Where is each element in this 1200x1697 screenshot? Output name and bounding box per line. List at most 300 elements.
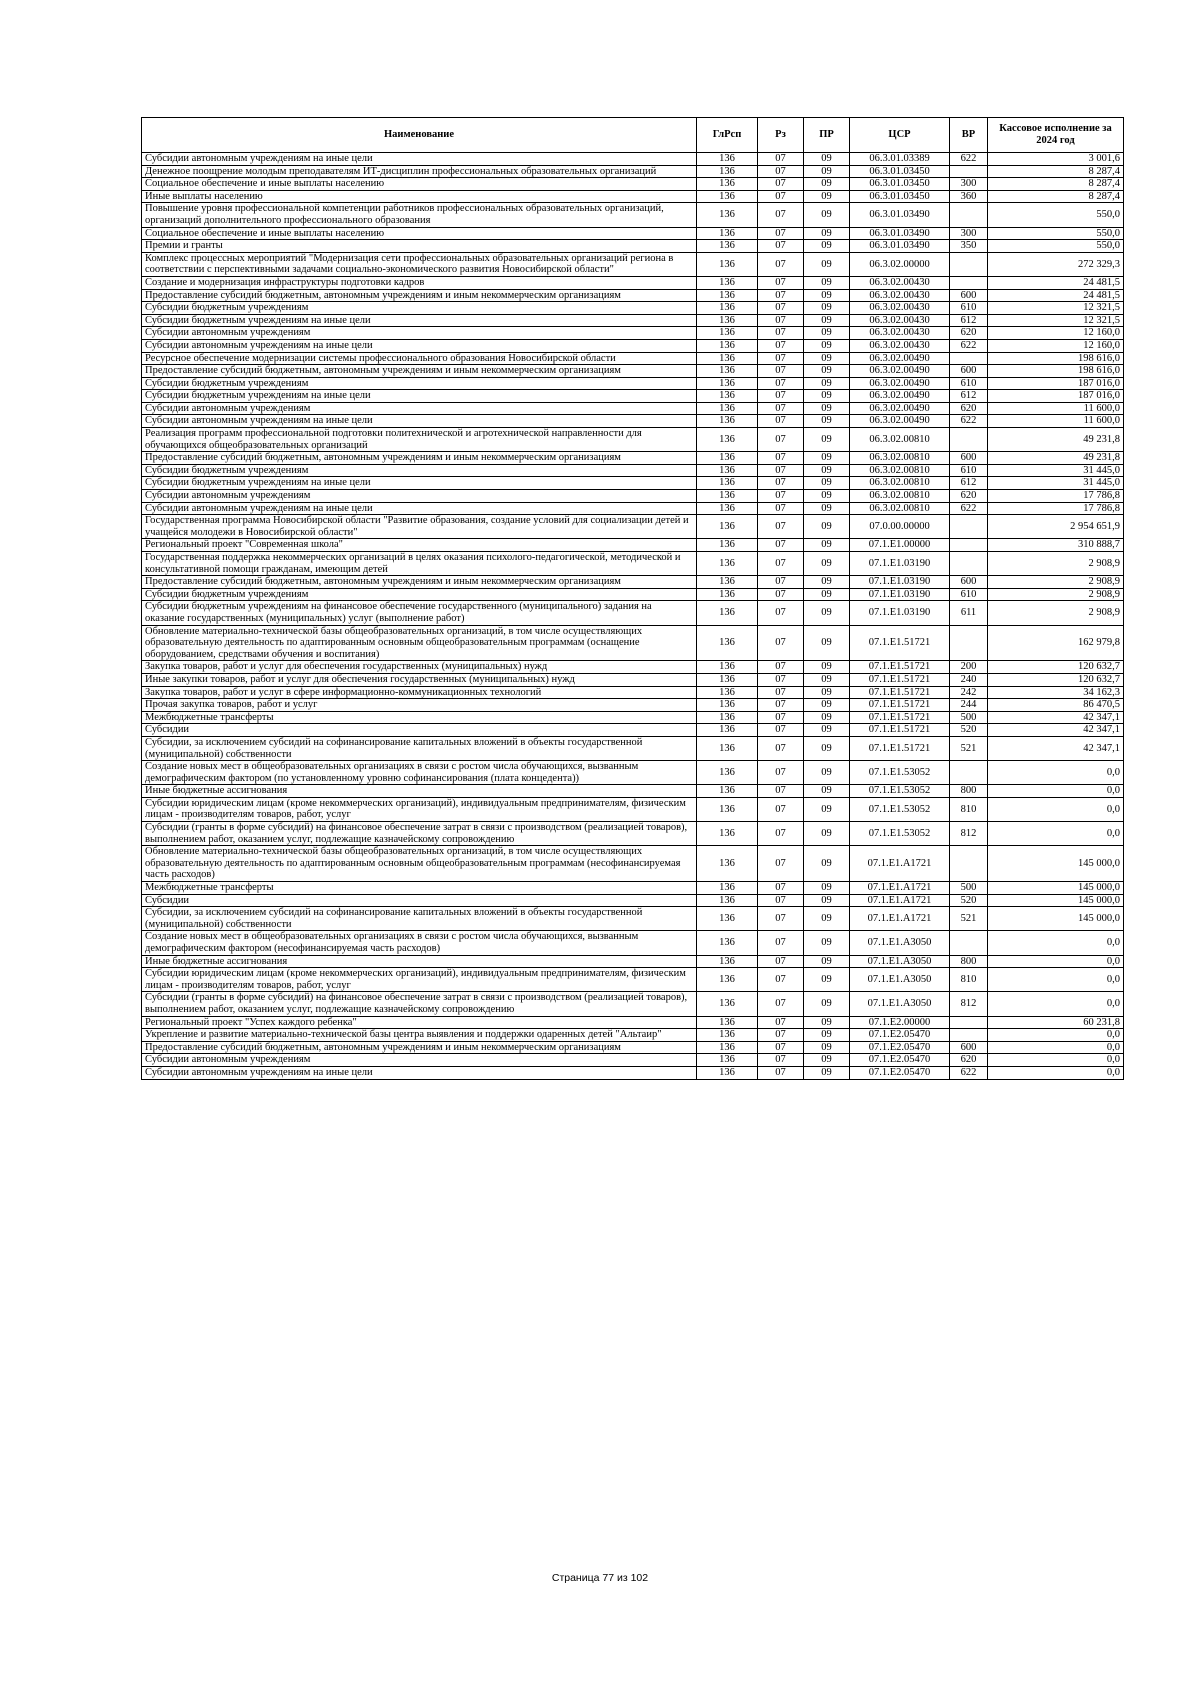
- table-row: [142, 227, 1124, 240]
- row-vr: 500: [950, 711, 988, 724]
- row-glrsp: 136: [697, 302, 758, 315]
- row-pr: 09: [804, 289, 850, 302]
- row-vr: [950, 276, 988, 289]
- row-pr: 09: [804, 377, 850, 390]
- row-glrsp: 136: [697, 552, 758, 576]
- row-pr: 09: [804, 276, 850, 289]
- row-amount: 145 000,0: [988, 894, 1124, 907]
- table-row: [142, 153, 1124, 166]
- row-vr: 610: [950, 464, 988, 477]
- row-rz: 07: [758, 882, 804, 895]
- row-vr: 242: [950, 686, 988, 699]
- row-pr: 09: [804, 1016, 850, 1029]
- row-pr: 09: [804, 539, 850, 552]
- row-pr: 09: [804, 515, 850, 539]
- row-amount: 187 016,0: [988, 390, 1124, 403]
- row-name: Межбюджетные трансферты: [142, 882, 697, 895]
- row-csr: 07.0.00.00000: [850, 515, 950, 539]
- table-row: [142, 1041, 1124, 1054]
- table-row: [142, 552, 1124, 576]
- row-vr: 244: [950, 699, 988, 712]
- row-name: Субсидии бюджетным учреждениям на иные цели: [142, 390, 697, 403]
- row-name: Субсидии автономным учреждениям: [142, 490, 697, 503]
- row-glrsp: 136: [697, 797, 758, 821]
- table-row: [142, 797, 1124, 821]
- table-row: [142, 190, 1124, 203]
- row-name: Субсидии, за исключением субсидий на софинансирование капитальных вложений в объекты государственной (муниципальной) собственности: [142, 907, 697, 931]
- row-rz: 07: [758, 907, 804, 931]
- row-name: Субсидии автономным учреждениям на иные цели: [142, 415, 697, 428]
- row-name: Обновление материально-технической базы общеобразовательных организаций, в том числе осуществляющих образовательную деятельность по адаптированным основным общеобразовательным программам (несофинансируемая часть расходов): [142, 846, 697, 882]
- table-row: [142, 711, 1124, 724]
- row-csr: 07.1.E1.03190: [850, 552, 950, 576]
- row-amount: 24 481,5: [988, 276, 1124, 289]
- row-glrsp: 136: [697, 724, 758, 737]
- row-name: Субсидии бюджетным учреждениям: [142, 464, 697, 477]
- table-row: [142, 724, 1124, 737]
- row-glrsp: 136: [697, 289, 758, 302]
- table-row: [142, 428, 1124, 452]
- row-pr: 09: [804, 1041, 850, 1054]
- row-vr: 620: [950, 327, 988, 340]
- row-glrsp: 136: [697, 736, 758, 760]
- table-row: [142, 931, 1124, 955]
- row-csr: 06.3.02.00810: [850, 477, 950, 490]
- row-pr: 09: [804, 761, 850, 785]
- table-row: [142, 699, 1124, 712]
- row-rz: 07: [758, 428, 804, 452]
- row-csr: 07.1.E1.A3050: [850, 992, 950, 1016]
- header-vr: ВР: [950, 118, 988, 153]
- row-vr: 300: [950, 178, 988, 191]
- table-row: [142, 576, 1124, 589]
- row-rz: 07: [758, 415, 804, 428]
- row-amount: 2 908,9: [988, 552, 1124, 576]
- row-csr: 06.3.01.03450: [850, 178, 950, 191]
- table-row: [142, 761, 1124, 785]
- row-csr: 06.3.02.00430: [850, 314, 950, 327]
- row-amount: 42 347,1: [988, 724, 1124, 737]
- row-vr: [950, 761, 988, 785]
- budget-execution-table: [141, 117, 1124, 1080]
- row-name: Субсидии бюджетным учреждениям: [142, 377, 697, 390]
- row-amount: 31 445,0: [988, 464, 1124, 477]
- row-glrsp: 136: [697, 477, 758, 490]
- table-row: [142, 352, 1124, 365]
- row-glrsp: 136: [697, 165, 758, 178]
- row-glrsp: 136: [697, 882, 758, 895]
- row-vr: 800: [950, 785, 988, 798]
- row-amount: 0,0: [988, 822, 1124, 846]
- row-glrsp: 136: [697, 1066, 758, 1079]
- row-amount: 550,0: [988, 227, 1124, 240]
- row-pr: 09: [804, 452, 850, 465]
- row-pr: 09: [804, 365, 850, 378]
- row-csr: 07.1.E1.53052: [850, 822, 950, 846]
- row-name: Создание и модернизация инфраструктуры подготовки кадров: [142, 276, 697, 289]
- row-csr: 07.1.E1.51721: [850, 724, 950, 737]
- row-rz: 07: [758, 955, 804, 968]
- row-name: Предоставление субсидий бюджетным, автономным учреждениям и иным некоммерческим организациям: [142, 1041, 697, 1054]
- row-pr: 09: [804, 699, 850, 712]
- table-row: [142, 673, 1124, 686]
- row-rz: 07: [758, 490, 804, 503]
- row-vr: 611: [950, 601, 988, 625]
- row-pr: 09: [804, 711, 850, 724]
- row-csr: 06.3.02.00490: [850, 365, 950, 378]
- row-amount: 11 600,0: [988, 415, 1124, 428]
- row-glrsp: 136: [697, 402, 758, 415]
- row-vr: [950, 165, 988, 178]
- row-amount: 42 347,1: [988, 711, 1124, 724]
- row-glrsp: 136: [697, 190, 758, 203]
- row-amount: 17 786,8: [988, 490, 1124, 503]
- row-amount: 8 287,4: [988, 165, 1124, 178]
- row-glrsp: 136: [697, 894, 758, 907]
- table-row: [142, 452, 1124, 465]
- row-amount: 12 160,0: [988, 339, 1124, 352]
- row-pr: 09: [804, 576, 850, 589]
- row-vr: [950, 252, 988, 276]
- row-name: Субсидии бюджетным учреждениям: [142, 588, 697, 601]
- row-vr: 521: [950, 907, 988, 931]
- row-csr: 07.1.E1.51721: [850, 699, 950, 712]
- row-name: Субсидии бюджетным учреждениям на финансовое обеспечение государственного (муниципального) задания на оказание государственных (муниципальных) услуг (выполнение работ): [142, 601, 697, 625]
- row-pr: 09: [804, 203, 850, 227]
- of-label: из: [616, 1572, 628, 1584]
- table-row: [142, 464, 1124, 477]
- row-glrsp: 136: [697, 699, 758, 712]
- row-rz: 07: [758, 377, 804, 390]
- row-rz: 07: [758, 1066, 804, 1079]
- row-rz: 07: [758, 302, 804, 315]
- row-vr: 610: [950, 377, 988, 390]
- row-rz: 07: [758, 515, 804, 539]
- row-csr: 06.3.02.00810: [850, 452, 950, 465]
- row-name: Межбюджетные трансферты: [142, 711, 697, 724]
- row-pr: 09: [804, 390, 850, 403]
- row-vr: [950, 625, 988, 661]
- row-glrsp: 136: [697, 428, 758, 452]
- row-rz: 07: [758, 352, 804, 365]
- row-vr: 812: [950, 992, 988, 1016]
- row-vr: 610: [950, 302, 988, 315]
- row-pr: 09: [804, 502, 850, 515]
- row-vr: 622: [950, 339, 988, 352]
- row-name: Предоставление субсидий бюджетным, автономным учреждениям и иным некоммерческим организациям: [142, 289, 697, 302]
- row-vr: 810: [950, 968, 988, 992]
- row-amount: 49 231,8: [988, 452, 1124, 465]
- row-rz: 07: [758, 1016, 804, 1029]
- row-vr: 610: [950, 588, 988, 601]
- row-pr: 09: [804, 178, 850, 191]
- row-vr: [950, 203, 988, 227]
- row-csr: 07.1.E1.51721: [850, 673, 950, 686]
- row-vr: 520: [950, 724, 988, 737]
- row-rz: 07: [758, 797, 804, 821]
- row-glrsp: 136: [697, 1041, 758, 1054]
- row-name: Субсидии автономным учреждениям на иные цели: [142, 153, 697, 166]
- row-csr: 07.1.E1.A1721: [850, 894, 950, 907]
- row-amount: 0,0: [988, 785, 1124, 798]
- row-csr: 06.3.02.00490: [850, 415, 950, 428]
- table-row: [142, 968, 1124, 992]
- row-glrsp: 136: [697, 661, 758, 674]
- table-row: [142, 390, 1124, 403]
- row-amount: 0,0: [988, 797, 1124, 821]
- table-row: [142, 203, 1124, 227]
- row-vr: 800: [950, 955, 988, 968]
- row-csr: 06.3.02.00000: [850, 252, 950, 276]
- row-amount: 162 979,8: [988, 625, 1124, 661]
- row-name: Реализация программ профессиональной подготовки политехнической и агротехнической направленности для обучающихся общеобразовательных организаций: [142, 428, 697, 452]
- row-rz: 07: [758, 552, 804, 576]
- table-row: [142, 539, 1124, 552]
- table-row: [142, 1029, 1124, 1042]
- row-amount: 49 231,8: [988, 428, 1124, 452]
- table-row: [142, 365, 1124, 378]
- table-row: [142, 822, 1124, 846]
- row-csr: 07.1.E2.05470: [850, 1066, 950, 1079]
- table-row: [142, 1016, 1124, 1029]
- row-vr: [950, 552, 988, 576]
- row-rz: 07: [758, 931, 804, 955]
- row-name: Субсидии юридическим лицам (кроме некоммерческих организаций), индивидуальным предпринимателям, физическим лицам - производителям товаров, работ, услуг: [142, 797, 697, 821]
- row-glrsp: 136: [697, 339, 758, 352]
- row-amount: 0,0: [988, 1066, 1124, 1079]
- table-row: [142, 661, 1124, 674]
- row-pr: 09: [804, 1066, 850, 1079]
- table-row: [142, 894, 1124, 907]
- table-row: [142, 402, 1124, 415]
- row-rz: 07: [758, 252, 804, 276]
- row-csr: 07.1.E1.51721: [850, 661, 950, 674]
- row-name: Субсидии автономным учреждениям на иные цели: [142, 1066, 697, 1079]
- row-pr: 09: [804, 477, 850, 490]
- table-row: [142, 165, 1124, 178]
- row-vr: 600: [950, 365, 988, 378]
- row-glrsp: 136: [697, 352, 758, 365]
- row-amount: 8 287,4: [988, 178, 1124, 191]
- row-vr: 612: [950, 390, 988, 403]
- row-glrsp: 136: [697, 625, 758, 661]
- row-name: Обновление материально-технической базы общеобразовательных организаций, в том числе осуществляющих образовательную деятельность по адаптированным основным общеобразовательным программам (оснащение оборудованием, средствами обучения и воспитания): [142, 625, 697, 661]
- row-name: Иные закупки товаров, работ и услуг для обеспечения государственных (муниципальных) нужд: [142, 673, 697, 686]
- header-name: Наименование: [142, 118, 697, 153]
- row-rz: 07: [758, 314, 804, 327]
- row-vr: 620: [950, 490, 988, 503]
- table-row: [142, 327, 1124, 340]
- row-glrsp: 136: [697, 515, 758, 539]
- row-csr: 07.1.E2.05470: [850, 1029, 950, 1042]
- row-amount: 120 632,7: [988, 673, 1124, 686]
- row-csr: 06.3.02.00810: [850, 490, 950, 503]
- row-csr: 06.3.01.03490: [850, 240, 950, 253]
- row-csr: 07.1.E2.05470: [850, 1041, 950, 1054]
- row-glrsp: 136: [697, 588, 758, 601]
- row-name: Субсидии автономным учреждениям на иные цели: [142, 339, 697, 352]
- table-row: [142, 415, 1124, 428]
- row-csr: 07.1.E1.00000: [850, 539, 950, 552]
- row-csr: 06.3.01.03490: [850, 227, 950, 240]
- row-rz: 07: [758, 165, 804, 178]
- row-name: Субсидии юридическим лицам (кроме некоммерческих организаций), индивидуальным предпринимателям, физическим лицам - производителям товаров, работ, услуг: [142, 968, 697, 992]
- row-rz: 07: [758, 477, 804, 490]
- row-rz: 07: [758, 822, 804, 846]
- row-pr: 09: [804, 327, 850, 340]
- row-name: Региональный проект "Успех каждого ребенка": [142, 1016, 697, 1029]
- row-csr: 07.1.E1.A3050: [850, 931, 950, 955]
- row-csr: 06.3.02.00810: [850, 464, 950, 477]
- row-pr: 09: [804, 165, 850, 178]
- row-csr: 06.3.02.00490: [850, 402, 950, 415]
- row-name: Субсидии автономным учреждениям: [142, 1054, 697, 1067]
- row-csr: 07.1.E1.03190: [850, 588, 950, 601]
- row-amount: 42 347,1: [988, 736, 1124, 760]
- row-name: Иные бюджетные ассигнования: [142, 785, 697, 798]
- row-glrsp: 136: [697, 931, 758, 955]
- row-pr: 09: [804, 352, 850, 365]
- row-rz: 07: [758, 686, 804, 699]
- row-amount: 86 470,5: [988, 699, 1124, 712]
- row-amount: 2 908,9: [988, 601, 1124, 625]
- row-glrsp: 136: [697, 968, 758, 992]
- row-amount: 0,0: [988, 761, 1124, 785]
- table-row: [142, 339, 1124, 352]
- row-name: Предоставление субсидий бюджетным, автономным учреждениям и иным некоммерческим организациям: [142, 452, 697, 465]
- row-name: Повышение уровня профессиональной компетенции работников профессиональных образовательных организаций, организаций дополнительного профессионального образования: [142, 203, 697, 227]
- row-rz: 07: [758, 724, 804, 737]
- row-rz: 07: [758, 240, 804, 253]
- row-csr: 06.3.01.03490: [850, 203, 950, 227]
- row-glrsp: 136: [697, 227, 758, 240]
- row-csr: 07.1.E1.53052: [850, 785, 950, 798]
- table-row: [142, 515, 1124, 539]
- row-rz: 07: [758, 1054, 804, 1067]
- row-pr: 09: [804, 907, 850, 931]
- row-amount: 12 321,5: [988, 314, 1124, 327]
- row-pr: 09: [804, 601, 850, 625]
- row-rz: 07: [758, 452, 804, 465]
- row-vr: 600: [950, 452, 988, 465]
- table-row: [142, 625, 1124, 661]
- row-amount: 34 162,3: [988, 686, 1124, 699]
- row-glrsp: 136: [697, 490, 758, 503]
- row-glrsp: 136: [697, 1054, 758, 1067]
- table-row: [142, 377, 1124, 390]
- row-name: Субсидии: [142, 894, 697, 907]
- row-pr: 09: [804, 227, 850, 240]
- header-rz: Рз: [758, 118, 804, 153]
- row-glrsp: 136: [697, 785, 758, 798]
- row-name: Прочая закупка товаров, работ и услуг: [142, 699, 697, 712]
- row-pr: 09: [804, 992, 850, 1016]
- row-amount: 17 786,8: [988, 502, 1124, 515]
- row-amount: 3 001,6: [988, 153, 1124, 166]
- row-pr: 09: [804, 252, 850, 276]
- table-row: [142, 907, 1124, 931]
- row-amount: 145 000,0: [988, 907, 1124, 931]
- row-rz: 07: [758, 390, 804, 403]
- row-amount: 0,0: [988, 1041, 1124, 1054]
- row-csr: 06.3.02.00430: [850, 327, 950, 340]
- row-vr: 240: [950, 673, 988, 686]
- row-vr: [950, 846, 988, 882]
- row-name: Субсидии, за исключением субсидий на софинансирование капитальных вложений в объекты государственной (муниципальной) собственности: [142, 736, 697, 760]
- table-row: [142, 1066, 1124, 1079]
- row-amount: 198 616,0: [988, 365, 1124, 378]
- table-row: [142, 1054, 1124, 1067]
- row-name: Субсидии бюджетным учреждениям: [142, 302, 697, 315]
- header-glrsp: ГлРсп: [697, 118, 758, 153]
- row-glrsp: 136: [697, 153, 758, 166]
- row-rz: 07: [758, 711, 804, 724]
- table-header: [142, 118, 1124, 153]
- row-name: Субсидии автономным учреждениям: [142, 327, 697, 340]
- row-pr: 09: [804, 490, 850, 503]
- row-csr: 06.3.02.00430: [850, 289, 950, 302]
- row-csr: 06.3.02.00810: [850, 502, 950, 515]
- row-pr: 09: [804, 402, 850, 415]
- table-row: [142, 302, 1124, 315]
- table-row: [142, 314, 1124, 327]
- table-row: [142, 992, 1124, 1016]
- row-rz: 07: [758, 661, 804, 674]
- table-row: [142, 588, 1124, 601]
- row-csr: 06.3.02.00490: [850, 390, 950, 403]
- row-amount: 0,0: [988, 1029, 1124, 1042]
- row-name: Государственная программа Новосибирской области "Развитие образования, создание условий для социализации детей и учащейся молодежи в Новосибирской области": [142, 515, 697, 539]
- row-csr: 07.1.E2.05470: [850, 1054, 950, 1067]
- row-name: Социальное обеспечение и иные выплаты населению: [142, 178, 697, 191]
- row-csr: 07.1.E1.53052: [850, 761, 950, 785]
- row-pr: 09: [804, 415, 850, 428]
- row-vr: 350: [950, 240, 988, 253]
- row-vr: 622: [950, 153, 988, 166]
- row-csr: 07.1.E1.51721: [850, 686, 950, 699]
- row-amount: 31 445,0: [988, 477, 1124, 490]
- row-rz: 07: [758, 276, 804, 289]
- row-vr: [950, 1029, 988, 1042]
- row-vr: [950, 931, 988, 955]
- row-rz: 07: [758, 846, 804, 882]
- row-name: Субсидии (гранты в форме субсидий) на финансовое обеспечение затрат в связи с производством (реализацией товаров), выполнением работ, оказанием услуг, подлежащие казначейскому сопровождению: [142, 992, 697, 1016]
- row-pr: 09: [804, 724, 850, 737]
- row-pr: 09: [804, 302, 850, 315]
- row-vr: 620: [950, 1054, 988, 1067]
- table-row: [142, 686, 1124, 699]
- row-pr: 09: [804, 785, 850, 798]
- row-rz: 07: [758, 576, 804, 589]
- row-vr: 600: [950, 576, 988, 589]
- row-vr: 810: [950, 797, 988, 821]
- row-vr: [950, 428, 988, 452]
- row-glrsp: 136: [697, 276, 758, 289]
- row-glrsp: 136: [697, 601, 758, 625]
- row-name: Укрепление и развитие материально-технической базы центра выявления и поддержки одаренных детей "Альтаир": [142, 1029, 697, 1042]
- row-csr: 06.3.02.00490: [850, 352, 950, 365]
- row-vr: 360: [950, 190, 988, 203]
- row-rz: 07: [758, 339, 804, 352]
- row-glrsp: 136: [697, 203, 758, 227]
- row-csr: 06.3.02.00430: [850, 276, 950, 289]
- row-pr: 09: [804, 968, 850, 992]
- row-amount: 198 616,0: [988, 352, 1124, 365]
- row-csr: 07.1.E1.A3050: [850, 955, 950, 968]
- row-name: Субсидии: [142, 724, 697, 737]
- row-csr: 07.1.E1.53052: [850, 797, 950, 821]
- row-rz: 07: [758, 190, 804, 203]
